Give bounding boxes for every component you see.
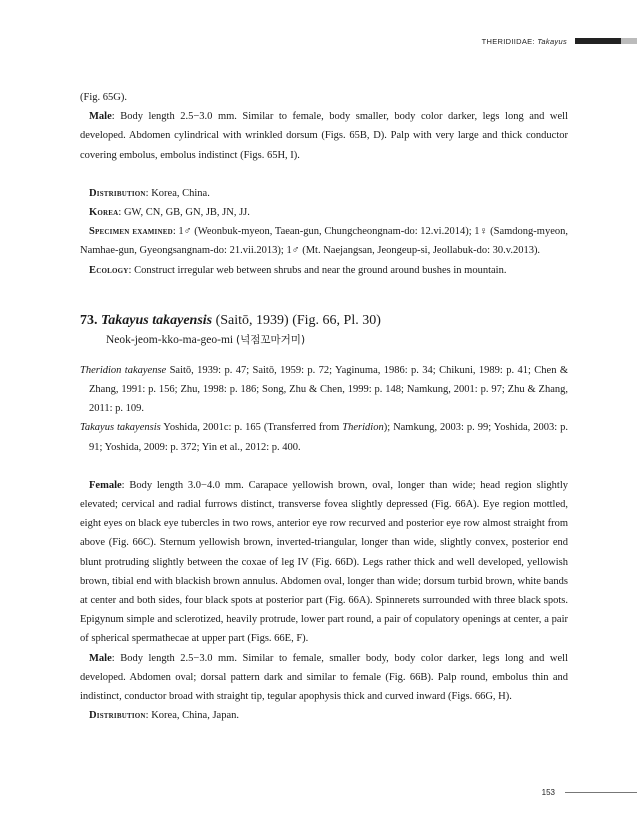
male-text: : Body length 2.5−3.0 mm. Similar to female, body smaller, body color darker, legs long and well developed. Abdomen cylindrical with wrinkled dorsum (Figs. 65B, D). Palp with very large and thick conductor covering embolus, embolus indistinct (Figs. 65H, I). — [80, 111, 568, 161]
ecology-text: : Construct irregular web between shrubs and near the ground around bushes in mountain. — [128, 264, 507, 276]
korea-text: : GW, CN, GB, GN, JB, JN, JJ. — [118, 207, 250, 219]
species-authority: (Saitō, 1939) (Fig. 66, Pl. 30) — [212, 312, 381, 328]
distribution-label: Distribution — [89, 710, 146, 722]
specimen-text: : 1♂ (Weonbuk-myeon, Taean-gun, Chungcheongnam-do: 12.vi.2014); 1♀ (Samdong-myeon, Namhae-gun, Gyeongsangnam-do: 21.vii.2013); 1♂ (Mt. Naejangsan, Jeongeup-si, Jeollabuk-do: 30.v.2013). — [80, 226, 568, 257]
species-name: Takayus takayensis — [101, 312, 213, 328]
species-heading — [80, 311, 568, 331]
korea-label: Korea — [89, 207, 119, 219]
female-description — [80, 476, 568, 649]
synonym-entry — [80, 418, 568, 456]
male-description-2 — [80, 649, 568, 707]
ecology-label: Ecology — [89, 264, 129, 276]
header-gray-bar — [621, 38, 637, 44]
distribution-text: : Korea, China, Japan. — [145, 710, 239, 722]
running-header — [482, 35, 637, 47]
male-description-1 — [80, 107, 568, 165]
synonym-genus: Theridion — [342, 422, 384, 434]
spacer — [80, 165, 568, 184]
korean-hangul: (넉점꼬마거미) — [235, 333, 306, 346]
specimen-examined — [80, 222, 568, 260]
header-black-bar — [575, 38, 621, 44]
species-number: 73. — [80, 312, 98, 328]
running-header-text — [482, 37, 567, 46]
korean-name — [106, 331, 568, 349]
distribution-1 — [80, 184, 568, 203]
female-label: Female — [89, 479, 122, 491]
spacer — [80, 280, 568, 311]
header-family: THERIDIIDAE: — [481, 36, 535, 46]
male-label: Male — [89, 652, 112, 664]
ecology — [80, 261, 568, 280]
footer-rule — [565, 792, 637, 793]
synonym-name: Theridion takayense — [80, 364, 167, 376]
distribution-text: : Korea, China. — [145, 187, 210, 199]
spacer — [80, 457, 568, 476]
distribution-2 — [80, 706, 568, 725]
male-text: : Body length 2.5−3.0 mm. Similar to female, smaller body, body color darker, legs long and well developed. Abdomen oval; dorsal pattern dark and similar to female (Fig. 66B). Palp round, embolus thin and indistinct, conductor broad with straight tip, tegular apophysis thick and curved inward (Figs. 66G, H). — [80, 652, 568, 703]
page-number: 153 — [541, 787, 555, 797]
korean-romanized: Neok-jeom-kko-ma-geo-mi — [106, 333, 234, 346]
synonym-text: Saitō, 1939: p. 47; Saitō, 1959: p. 72; Yaginuma, 1986: p. 34; Chikuni, 1989: p. 41; Chen & Zhang, 1991: p. 156; Zhu, 1998: p. 186; Song, Zhu & Chen, 1999: p. 148; Namkung, 2001: p. 97; Zhu & Zhang, 2011: p. 109. — [89, 364, 568, 415]
synonym-entry — [80, 361, 568, 419]
synonym-text: ); Namkung, 2003: p. 99; Yoshida, 2003: p. 91; Yoshida, 2009: p. 372; Yin et al., 2012: p. 400. — [89, 422, 568, 453]
page-body — [80, 88, 568, 725]
korea-provinces — [80, 203, 568, 222]
distribution-label: Distribution — [89, 187, 146, 199]
female-text: : Body length 3.0−4.0 mm. Carapace yellowish brown, oval, longer than wide; head region slightly elevated; cervical and radial furrows distinct, transverse fovea slightly depressed (Fig. 66A). Eye region mottled, eight eyes on black eye tubercles in two rows, anterior eye row recurved and posterior eye row almost straight from above (Fig. 66C). Sternum yellowish brown, inverted-triangular, longer than wide, slightly convex, posterior end blunt protruding slightly between the coxae of leg IV (Fig. 66D). Legs rather thick and well developed, yellowish brown, tibial end with blackish brown annulus. Abdomen oval, longer than wide; dorsum turbid brown, white bands at center and both sides, four black spots at posterior part (Fig. 66A). Spinnerets surrounded with three black spots. Epigynum simple and sclerotized, heavily protrude, lower part round, a pair of copulatory openings at center, a pair of spherical spermathecae at upper part (Figs. 66E, F). — [80, 479, 568, 645]
synonym-text: Yoshida, 2001c: p. 165 (Transferred from — [160, 422, 343, 434]
specimen-label: Specimen examined — [89, 226, 173, 238]
header-genus: Takayus — [537, 36, 567, 46]
page-footer — [542, 785, 637, 799]
male-label: Male — [89, 111, 112, 123]
synonym-name: Takayus takayensis — [80, 422, 161, 434]
spacer — [80, 349, 568, 361]
continued-text: (Fig. 65G). — [80, 92, 127, 103]
